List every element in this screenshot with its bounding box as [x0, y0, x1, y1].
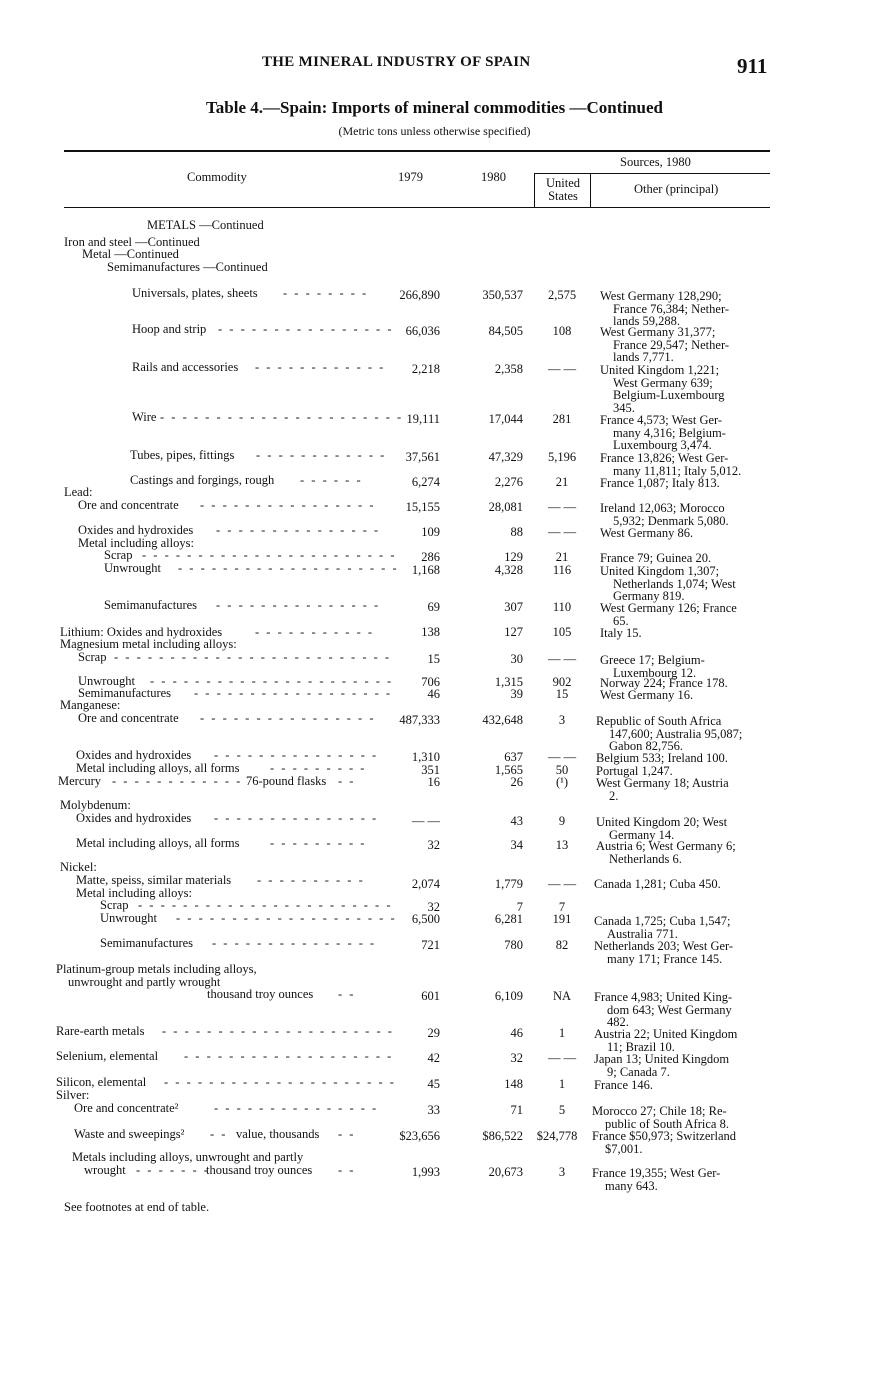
- dot-leader: - - - - - - - - - - - - - - - -: [200, 711, 376, 725]
- cell-1980: 2,276: [494, 475, 523, 489]
- cell-us: 110: [552, 600, 572, 614]
- dot-leader: - - - - - - - - - - - - - - - - - - -: [184, 1049, 394, 1063]
- dot-leader: - - - - - - - - - - - - - - - - - - - - -: [164, 1075, 396, 1089]
- dot-leader: - -: [338, 774, 356, 788]
- dot-leader: - - - - - - - - - - - - - - - - - - - - - - -: [142, 548, 397, 562]
- row-label: Unwrought: [78, 674, 135, 688]
- cell-us: 1: [558, 1077, 566, 1091]
- group-heading: Lead:: [64, 485, 93, 499]
- cell-other: Ireland 12,063; Morocco 5,932; Denmark 5,080.: [600, 501, 729, 528]
- row-label: Oxides and hydroxides: [78, 523, 194, 537]
- cell-1980: 47,329: [488, 450, 523, 464]
- cell-1980: 1,565: [494, 763, 523, 777]
- group-heading: Metal —Continued: [82, 247, 179, 261]
- group-heading: Platinum-group metals including alloys,: [56, 962, 257, 976]
- cell-other: West Germany 128,290; France 76,384; Nether- lands 59,288.: [600, 289, 730, 328]
- cell-other: France 146.: [594, 1078, 654, 1092]
- row-label: Lithium: Oxides and hydroxides: [60, 625, 223, 639]
- row-label: Rails and accessories: [132, 360, 239, 374]
- row-label: Mercury: [58, 774, 102, 788]
- dot-leader: - - - - - - - - - - -: [255, 625, 375, 639]
- cell-other: Morocco 27; Chile 18; Re- public of South Africa 8.: [592, 1104, 729, 1131]
- cell-1979: 706: [421, 675, 440, 689]
- cell-us: 82: [555, 938, 569, 952]
- dot-leader: - - - - - - - - - - - - - - -: [216, 523, 381, 537]
- group-heading: Semimanufactures —Continued: [107, 260, 268, 274]
- cell-1979: 601: [421, 989, 440, 1003]
- row-label: thousand troy ounces: [207, 987, 314, 1001]
- row-unit: 76-pound flasks: [246, 774, 327, 788]
- dot-leader: - - - - - - - - - - - - - - - -: [200, 498, 376, 512]
- row-label: Metal including alloys, all forms: [76, 836, 240, 850]
- dot-leader: - - - - - - - - - - - - - - -: [212, 936, 377, 950]
- cell-1979: 6,274: [411, 475, 440, 489]
- dot-leader: - - - - - - - - - - - - - - -: [216, 598, 381, 612]
- group-heading: Magnesium metal including alloys:: [60, 637, 237, 651]
- cell-other: Austria 6; West Germany 6; Netherlands 6.: [596, 839, 736, 866]
- row-label: Ore and concentrate: [78, 711, 179, 725]
- cell-us: 108: [552, 324, 572, 338]
- cell-us: 13: [555, 838, 569, 852]
- cell-us: 5,196: [547, 450, 577, 464]
- cell-other: West Germany 18; Austria 2.: [596, 776, 729, 803]
- row-label: Ore and concentrate²: [74, 1101, 179, 1115]
- col-1980: 1980: [481, 170, 506, 184]
- row-label: Scrap: [78, 650, 107, 664]
- section-heading: METALS —Continued: [147, 218, 264, 232]
- dot-leader: - - - - - - - - - - - - - - - - - - - - - - - - -: [114, 650, 392, 664]
- cell-other: Netherlands 203; West Ger- many 171; France 145.: [594, 939, 734, 966]
- cell-1980: 26: [510, 775, 523, 789]
- row-unit: value, thousands: [236, 1127, 320, 1141]
- row-label: Tubes, pipes, fittings: [130, 448, 235, 462]
- cell-1980: 43: [510, 814, 523, 828]
- cell-1980: 780: [504, 938, 523, 952]
- cell-us: 9: [558, 814, 566, 828]
- group-heading: Manganese:: [60, 698, 121, 712]
- cell-other: Belgium 533; Ireland 100.: [596, 751, 728, 765]
- cell-1980: 84,505: [488, 324, 523, 338]
- cell-us: — —: [547, 1051, 577, 1065]
- cell-us: 21: [555, 475, 569, 489]
- cell-1979: 29: [427, 1026, 440, 1040]
- cell-1980: 17,044: [488, 412, 523, 426]
- cell-1979: 32: [427, 838, 440, 852]
- cell-other: France 13,826; West Ger- many 11,811; Italy 5,012.: [600, 451, 742, 478]
- group-heading: Silver:: [56, 1088, 90, 1102]
- cell-1979: 1,168: [411, 563, 440, 577]
- cell-us: (¹): [555, 775, 569, 789]
- cell-other: United Kingdom 1,307; Netherlands 1,074; West Germany 819.: [600, 564, 736, 603]
- col-commodity: Commodity: [187, 170, 247, 184]
- cell-1980: 1,779: [494, 877, 523, 891]
- row-label: Oxides and hydroxides: [76, 811, 192, 825]
- col-other: Other (principal): [634, 182, 719, 196]
- cell-1980: 637: [504, 750, 523, 764]
- cell-1980: 32: [510, 1051, 523, 1065]
- cell-1979: 32: [427, 900, 440, 914]
- us-divider: [534, 173, 535, 207]
- cell-other: West Germany 31,377; France 29,547; Nether- lands 7,771.: [600, 325, 730, 364]
- cell-1980: 1,315: [494, 675, 523, 689]
- row-label: Unwrought: [104, 561, 161, 575]
- dot-leader: - - - - - - - - - - - - - - -: [214, 811, 379, 825]
- cell-us: NA: [552, 989, 572, 1003]
- cell-us: — —: [547, 362, 577, 376]
- cell-1979: 46: [427, 687, 440, 701]
- row-label: Oxides and hydroxides: [76, 748, 192, 762]
- row-unit: thousand troy ounces: [206, 1163, 313, 1177]
- cell-other: France 4,983; United King- dom 643; West Germany 482.: [594, 990, 733, 1029]
- cell-1980: 71: [510, 1103, 523, 1117]
- cell-us: 50: [555, 763, 569, 777]
- row-label: Ore and concentrate: [78, 498, 179, 512]
- row-label: Matte, speiss, similar materials: [76, 873, 232, 887]
- cell-1979: 1,993: [411, 1165, 440, 1179]
- cell-1980: 307: [504, 600, 523, 614]
- cell-other: Norway 224; France 178.: [600, 676, 728, 690]
- page-number: 911: [737, 54, 768, 78]
- cell-us: 105: [552, 625, 572, 639]
- cell-other: France 79; Guinea 20.: [600, 551, 712, 565]
- cell-other: France 1,087; Italy 813.: [600, 476, 720, 490]
- col-sources: Sources, 1980: [620, 155, 691, 169]
- row-label: Rare-earth metals: [56, 1024, 145, 1038]
- cell-us: 5: [558, 1103, 566, 1117]
- cell-1980: 148: [504, 1077, 523, 1091]
- group-heading: Metal including alloys:: [78, 536, 194, 550]
- cell-other: Canada 1,725; Cuba 1,547; Australia 771.: [594, 914, 731, 941]
- cell-1980: 28,081: [488, 500, 523, 514]
- row-label: wrought: [84, 1163, 126, 1177]
- row-label: Semimanufactures: [78, 686, 172, 700]
- dot-leader: - -: [338, 1127, 356, 1141]
- cell-1979: 109: [421, 525, 440, 539]
- cell-1980: 30: [510, 652, 523, 666]
- group-heading: Iron and steel —Continued: [64, 235, 200, 249]
- cell-1979: 45: [427, 1077, 440, 1091]
- cell-other: France $50,973; Switzerland $7,001.: [592, 1129, 737, 1156]
- cell-1979: 15,155: [405, 500, 440, 514]
- cell-1979: 15: [427, 652, 440, 666]
- dot-leader: - - - - - - - - - - - -: [112, 774, 243, 788]
- us-other-divider: [590, 173, 591, 207]
- cell-other: Italy 15.: [600, 626, 642, 640]
- row-label: Scrap: [104, 548, 133, 562]
- cell-1980: 350,537: [482, 288, 523, 302]
- cell-1979: 16: [427, 775, 440, 789]
- table-top-rule: [64, 150, 770, 152]
- cell-1979: 42: [427, 1051, 440, 1065]
- dot-leader: - - - - - -: [300, 473, 363, 487]
- dot-leader: - - - - - - -: [136, 1163, 210, 1177]
- cell-1980: 46: [510, 1026, 523, 1040]
- cell-1979: 721: [421, 938, 440, 952]
- row-label: Hoop and strip: [132, 322, 207, 336]
- dot-leader: - - - - - - - -: [283, 286, 369, 300]
- group-heading: Molybdenum:: [60, 798, 131, 812]
- dot-leader: - - - - - - - - - - - - - - - - - - - - - -: [150, 674, 394, 688]
- cell-1979: 286: [421, 550, 440, 564]
- cell-us: — —: [547, 652, 577, 666]
- cell-us: 21: [555, 550, 569, 564]
- dot-leader: - - - - - - - - - - - - - - - - - -: [194, 686, 393, 700]
- cell-us: 902: [552, 675, 572, 689]
- cell-us: 2,575: [547, 288, 577, 302]
- dot-leader: - - - - - - - - - - - - - - - - - - - - - - -: [138, 898, 393, 912]
- cell-other: West Germany 126; France 65.: [600, 601, 737, 628]
- cell-other: United Kingdom 20; West Germany 14.: [596, 815, 728, 842]
- group-heading: Metals including alloys, unwrought and partly: [72, 1150, 304, 1164]
- cell-1979: 138: [421, 625, 440, 639]
- col-united-states: United States: [545, 176, 581, 203]
- row-label: Scrap: [100, 898, 129, 912]
- dot-leader: - - - - - - - - - - - - - - - - - - - -: [176, 911, 397, 925]
- cell-1980: 2,358: [494, 362, 523, 376]
- cell-1979: 351: [421, 763, 440, 777]
- cell-1980: 432,648: [482, 713, 523, 727]
- cell-us: $24,778: [536, 1129, 578, 1143]
- row-label: Silicon, elemental: [56, 1075, 147, 1089]
- cell-us: 281: [552, 412, 572, 426]
- cell-1979: 37,561: [405, 450, 440, 464]
- dot-leader: - - - - - - - - - - - - - - - - - - - - - -: [160, 410, 404, 424]
- cell-us: — —: [547, 525, 577, 539]
- cell-1979: 69: [427, 600, 440, 614]
- cell-1979: 2,218: [411, 362, 440, 376]
- row-label: Semimanufactures: [100, 936, 194, 950]
- cell-1979: 1,310: [411, 750, 440, 764]
- cell-1979: — —: [411, 814, 440, 828]
- row-label: Unwrought: [100, 911, 157, 925]
- cell-other: Portugal 1,247.: [596, 764, 673, 778]
- group-heading: Metal including alloys:: [76, 886, 192, 900]
- cell-1979: $23,656: [399, 1129, 440, 1143]
- cell-us: 15: [555, 687, 569, 701]
- footnote-reference: See footnotes at end of table.: [64, 1200, 210, 1214]
- cell-1980: 39: [510, 687, 523, 701]
- cell-other: Austria 22; United Kingdom 11; Brazil 10.: [594, 1027, 738, 1054]
- cell-us: 3: [558, 713, 566, 727]
- dot-leader: - - - - - - - - - - - - - - - -: [218, 322, 394, 336]
- cell-other: West Germany 16.: [600, 688, 694, 702]
- dot-leader: - -: [210, 1127, 228, 1141]
- cell-1979: 66,036: [405, 324, 440, 338]
- dot-leader: - - - - - - - - - - - -: [255, 360, 386, 374]
- dot-leader: - - - - - - - - - - - -: [256, 448, 387, 462]
- row-label: Semimanufactures: [104, 598, 198, 612]
- cell-other: West Germany 86.: [600, 526, 694, 540]
- cell-us: 1: [558, 1026, 566, 1040]
- cell-other: United Kingdom 1,221; West Germany 639; Belgium-Luxembourg 345.: [600, 363, 725, 415]
- dot-leader: - - - - - - - - -: [270, 836, 367, 850]
- cell-1979: 19,111: [406, 412, 440, 426]
- group-heading: Nickel:: [60, 860, 97, 874]
- group-heading: unwrought and partly wrought: [68, 975, 221, 989]
- cell-other: France 19,355; West Ger- many 643.: [592, 1166, 721, 1193]
- header-bottom-rule: [64, 207, 770, 208]
- cell-us: 7: [558, 900, 566, 914]
- col-1979: 1979: [398, 170, 423, 184]
- cell-1980: $86,522: [482, 1129, 523, 1143]
- dot-leader: - - - - - - - - - - - - - - - - - - - - -: [162, 1024, 394, 1038]
- cell-other: Japan 13; United Kingdom 9; Canada 7.: [594, 1052, 730, 1079]
- cell-1979: 6,500: [411, 912, 440, 926]
- cell-us: — —: [547, 500, 577, 514]
- dot-leader: - -: [338, 1163, 356, 1177]
- row-label: Wire: [132, 410, 157, 424]
- cell-1980: 4,328: [494, 563, 523, 577]
- running-title: THE MINERAL INDUSTRY OF SPAIN: [262, 54, 531, 70]
- cell-us: 191: [552, 912, 572, 926]
- dot-leader: - - - - - - - - -: [270, 761, 367, 775]
- cell-other: Republic of South Africa 147,600; Australia 95,087; Gabon 82,756.: [596, 714, 743, 753]
- dot-leader: - - - - - - - - - -: [257, 873, 365, 887]
- cell-1980: 6,281: [494, 912, 523, 926]
- cell-1980: 34: [510, 838, 523, 852]
- dot-leader: - - - - - - - - - - - - - - -: [214, 1101, 379, 1115]
- cell-1980: 129: [504, 550, 523, 564]
- table-subtitle: (Metric tons unless otherwise specified): [338, 124, 531, 138]
- row-label: Castings and forgings, rough: [130, 473, 275, 487]
- cell-1980: 127: [504, 625, 523, 639]
- row-label: Waste and sweepings²: [74, 1127, 185, 1141]
- cell-1980: 20,673: [488, 1165, 523, 1179]
- cell-other: Canada 1,281; Cuba 450.: [594, 877, 721, 891]
- cell-other: France 4,573; West Ger- many 4,316; Belgium- Luxembourg 3,474.: [600, 413, 726, 452]
- sources-rule: [534, 173, 770, 174]
- cell-1979: 266,890: [399, 288, 440, 302]
- cell-1980: 6,109: [494, 989, 523, 1003]
- cell-us: 3: [558, 1165, 566, 1179]
- table-title: Table 4.—Spain: Imports of mineral commodities —Continued: [206, 98, 663, 117]
- row-label: Metal including alloys, all forms: [76, 761, 240, 775]
- cell-us: 116: [552, 563, 572, 577]
- cell-other: Greece 17; Belgium- Luxembourg 12.: [600, 653, 705, 680]
- row-label: Universals, plates, sheets: [132, 286, 258, 300]
- cell-us: — —: [547, 750, 577, 764]
- cell-1979: 33: [427, 1103, 440, 1117]
- cell-1979: 2,074: [411, 877, 440, 891]
- cell-1979: 487,333: [399, 713, 440, 727]
- cell-us: — —: [547, 877, 577, 891]
- dot-leader: - - - - - - - - - - - - - - - - - - - -: [178, 561, 399, 575]
- dot-leader: - -: [338, 987, 356, 1001]
- cell-1980: 7: [516, 900, 523, 914]
- dot-leader: - - - - - - - - - - - - - - -: [214, 748, 379, 762]
- row-label: Selenium, elemental: [56, 1049, 159, 1063]
- cell-1980: 88: [510, 525, 523, 539]
